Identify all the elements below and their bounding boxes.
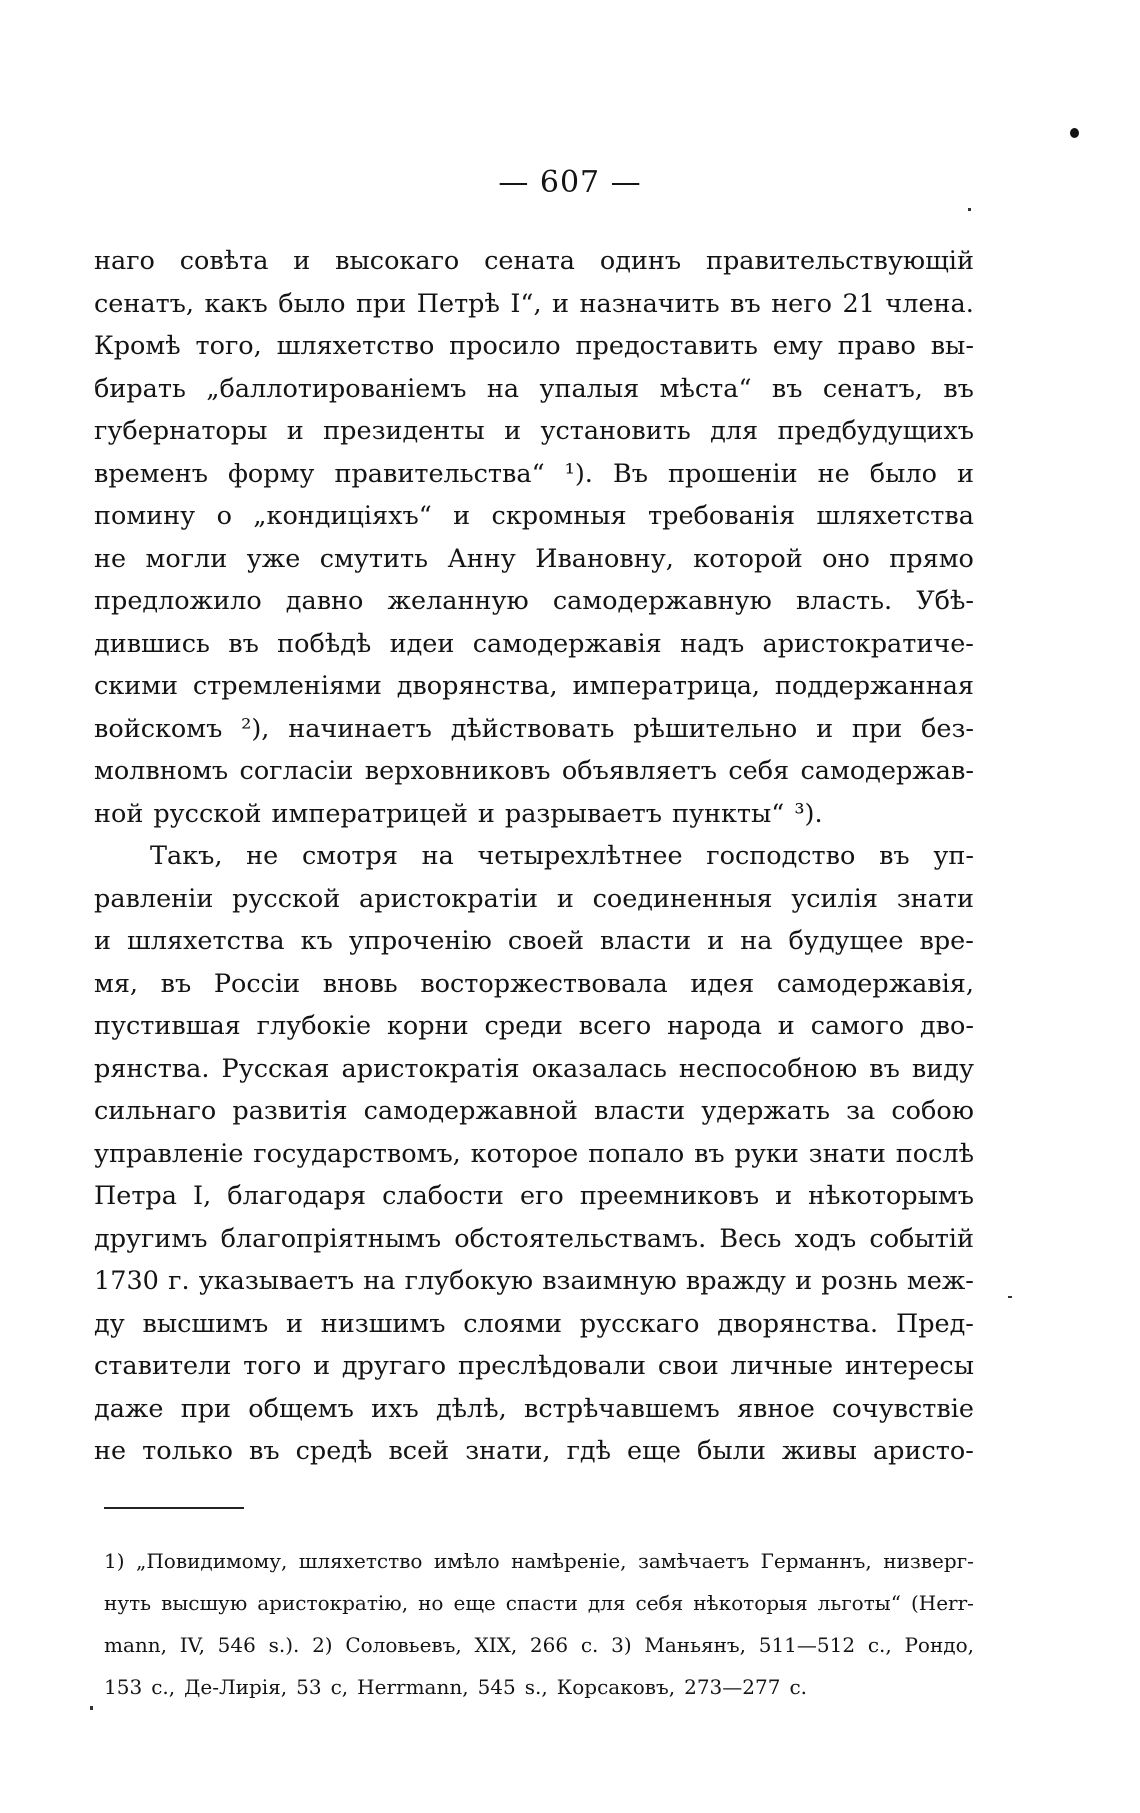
footnote-line: нуть высшую аристократію, но еще спасти для себя нѣкоторыя льготы“ (Herr- [104,1591,974,1615]
margin-ink-dot [1070,128,1079,138]
body-line: Петра I, благодаря слабости его преемниковъ и нѣкоторымъ [94,1181,974,1211]
page-number: — 607 — [498,165,642,200]
body-line: другимъ благопріятнымъ обстоятельствамъ. Весь ходъ событій [94,1223,974,1254]
body-line: дившись въ побѣдѣ идеи самодержавія надъ аристократиче- [94,628,974,659]
margin-speck [90,1706,93,1710]
body-line: даже при общемъ ихъ дѣлѣ, встрѣчавшемъ явное сочувствіе [94,1393,974,1424]
body-line: скими стремленіями дворянства, императрица, поддержанная [94,671,974,701]
body-line: не могли уже смутить Анну Ивановну, которой оно прямо [94,543,974,574]
footnote-line: 1) „Повидимому, шляхетство имѣло намѣреніе, замѣчаетъ Германнъ, низверг- [104,1549,974,1573]
body-line: войскомъ ²), начинаетъ дѣйствовать рѣшительно и при без- [94,713,974,744]
body-line: ной русской императрицей и разрываетъ пункты“ ³). [94,798,823,829]
margin-speck [1008,1296,1012,1298]
body-line: пустившая глубокіе корни среди всего народа и самого дво- [94,1011,974,1041]
body-line: бирать „баллотированіемъ на упалыя мѣста“ въ сенатъ, въ [94,373,974,404]
footnote-divider [104,1507,244,1509]
body-line: губернаторы и президенты и установить для предбудущихъ [94,416,974,446]
body-line: временъ форму правительства“ ¹). Въ прошеніи не было и [94,458,974,489]
body-line: ставители того и другаго преслѣдовали свои личные интересы [94,1351,974,1381]
body-line: сенатъ, какъ было при Петрѣ I“, и назначить въ него 21 члена. [94,288,974,319]
body-line: равленіи русской аристократіи и соединенныя усилія знати [94,883,974,914]
body-line: наго совѣта и высокаго сената одинъ правительствующій [94,246,974,276]
body-line: Такъ, не смотря на четырехлѣтнее господство въ уп- [150,841,974,871]
body-line: управленіе государствомъ, которое попало въ руки знати послѣ [94,1138,974,1169]
footnote-line: 153 с., Де-Лирія, 53 с, Herrmann, 545 s., Корсаковъ, 273—277 с. [104,1675,808,1699]
body-line: сильнаго развитія самодержавной власти удержать за собою [94,1096,974,1126]
footnotes [104,1540,974,1708]
footnote-line: mann, IV, 546 s.). 2) Соловьевъ, XIX, 266 с. 3) Маньянъ, 511—512 с., Рондо, [104,1633,974,1657]
body-line: 1730 г. указываетъ на глубокую взаимную вражду и рознь меж- [94,1266,974,1296]
body-text [94,240,974,1473]
margin-speck [968,208,971,211]
body-line: рянства. Русская аристократія оказалась неспособною въ виду [94,1053,974,1084]
body-line: мя, въ Россіи вновь восторжествовала идея самодержавія, [94,968,974,999]
body-line: и шляхетства къ упроченію своей власти и на будущее вре- [94,926,974,956]
body-line: помину о „кондиціяхъ“ и скромныя требованія шляхетства [94,501,974,531]
body-line: ду высшимъ и низшимъ слоями русскаго дворянства. Пред- [94,1308,974,1339]
body-line: предложило давно желанную самодержавную власть. Убѣ- [94,586,974,616]
body-line: молвномъ согласіи верховниковъ объявляетъ себя самодержав- [94,756,974,786]
body-line: Кромѣ того, шляхетство просило предоставить ему право вы- [94,331,974,361]
body-line: не только въ средѣ всей знати, гдѣ еще были живы аристо- [94,1436,974,1466]
